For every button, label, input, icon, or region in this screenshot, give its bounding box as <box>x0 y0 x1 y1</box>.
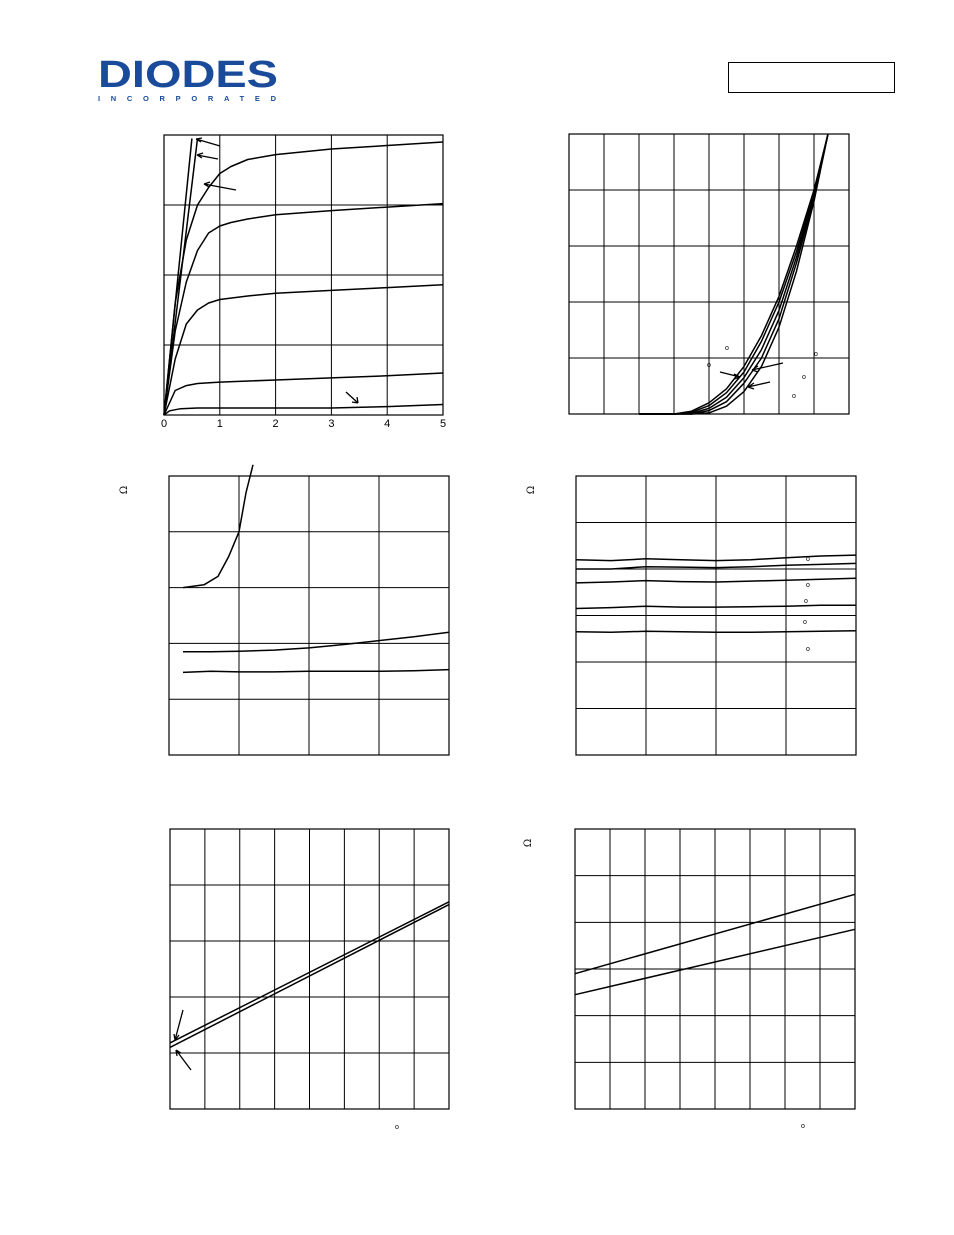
x-tick-label: 0 <box>160 418 168 430</box>
chart-6-on-resistance-vs-temperature-gates <box>571 825 861 1115</box>
chart-1-grid <box>164 135 443 415</box>
chart-2-degree-5: o <box>792 393 796 400</box>
chart-2-transfer-characteristics <box>565 130 855 420</box>
chart-1-series-line-7 <box>164 405 443 416</box>
chart-1-arrow-1 <box>196 138 220 146</box>
chart-2-degree-2: o <box>707 362 711 369</box>
chart-1-series-line-5 <box>164 285 443 415</box>
x-tick-label: 4 <box>384 418 391 430</box>
x-tick-label: 2 <box>272 418 279 430</box>
chart-4-degree-4: o <box>803 619 807 626</box>
chart-4-degree-5: o <box>806 646 810 653</box>
chart-4-degree-2: o <box>806 582 810 589</box>
chart-3-ohm-symbol: Ω <box>119 485 130 495</box>
chart-4-grid <box>576 476 856 755</box>
chart-2-series-line-3 <box>639 134 828 414</box>
chart-2-series-line-1 <box>639 134 828 414</box>
chart-6-grid <box>575 829 855 1109</box>
chart-5-grid <box>170 829 449 1109</box>
chart-6-ohm-symbol: Ω <box>523 838 534 848</box>
chart-4-on-resistance-vs-current-temp <box>572 472 862 762</box>
chart-4-degree-3: o <box>804 598 808 605</box>
chart-3-on-resistance-vs-current <box>165 472 455 762</box>
chart-2-degree-4: o <box>802 374 806 381</box>
chart-1-arrow-2 <box>197 153 218 159</box>
chart-1-annotations <box>196 138 358 403</box>
chart-2-series-line-4 <box>639 134 828 414</box>
logo-wordmark: DIODES <box>98 54 278 96</box>
x-tick-label: 3 <box>328 418 335 430</box>
chart-6-degree: o <box>801 1123 805 1130</box>
chart-5-on-resistance-vs-temperature <box>165 825 455 1115</box>
x-tick-label: 5 <box>439 418 447 430</box>
chart-3-series-line-2 <box>183 632 449 652</box>
chart-5-arrow-1 <box>174 1010 183 1040</box>
chart-1-output-characteristics <box>158 130 458 435</box>
logo-subtext: INCORPORATED <box>98 94 276 103</box>
chart-3-series-line-1 <box>183 465 253 588</box>
chart-1-arrow-4 <box>346 392 358 403</box>
chart-4-ohm-symbol: Ω <box>526 485 537 495</box>
chart-2-series-line-2 <box>639 134 828 414</box>
chart-2-arrow-3 <box>748 382 770 389</box>
diodes-logo <box>96 54 288 104</box>
chart-3-grid <box>169 476 449 755</box>
chart-5-degree: o <box>395 1124 399 1131</box>
chart-2-grid <box>569 134 849 414</box>
part-number-box <box>728 62 895 93</box>
chart-2-series-line-5 <box>639 134 828 414</box>
x-tick-label: 1 <box>216 418 223 430</box>
chart-2-degree-3: o <box>814 351 818 358</box>
chart-3-series-line-3 <box>183 670 449 673</box>
chart-2-degree-1: o <box>725 345 729 352</box>
chart-4-degree-1: o <box>806 556 810 563</box>
